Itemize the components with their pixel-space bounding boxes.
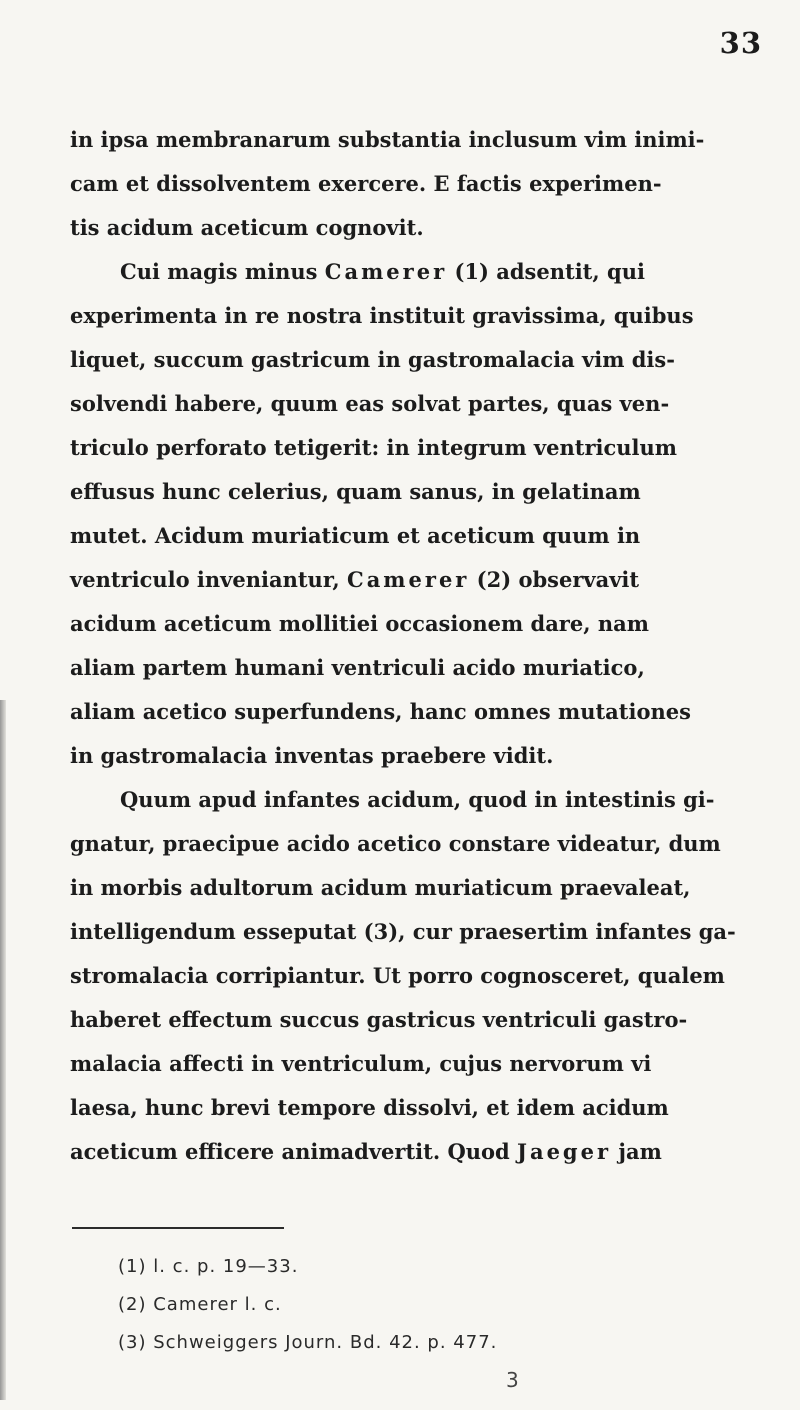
text-line bbox=[70, 206, 790, 250]
author-name: Camerer bbox=[324, 259, 448, 284]
author-name: Jaeger bbox=[517, 1139, 612, 1164]
text-line bbox=[70, 822, 790, 866]
footnote bbox=[118, 1248, 758, 1286]
text-line bbox=[70, 866, 790, 910]
text-run: intelligendum esseputat (3), cur praesertim infantes ga- bbox=[70, 919, 736, 944]
text-run: (2) observavit bbox=[469, 567, 640, 592]
footnotes bbox=[118, 1248, 758, 1362]
page-binding-edge bbox=[0, 700, 6, 1400]
text-run: cam et dissolventem exercere. E factis experimen- bbox=[70, 171, 662, 196]
text-line bbox=[70, 382, 790, 426]
text-run: in morbis adultorum acidum muriaticum praevaleat, bbox=[70, 875, 691, 900]
text-line bbox=[70, 118, 790, 162]
text-line bbox=[70, 1086, 790, 1130]
footnote-text: Schweiggers Journ. Bd. 42. p. 477. bbox=[153, 1332, 498, 1353]
text-line bbox=[70, 470, 790, 514]
text-run: Cui magis minus bbox=[120, 259, 325, 284]
footnote bbox=[118, 1324, 758, 1362]
text-run: aliam partem humani ventriculi acido muriatico, bbox=[70, 655, 645, 680]
text-line bbox=[70, 602, 790, 646]
text-line bbox=[70, 250, 790, 294]
text-run: stromalacia corripiantur. Ut porro cognosceret, qualem bbox=[70, 963, 725, 988]
text-line bbox=[70, 954, 790, 998]
text-line bbox=[70, 338, 790, 382]
text-run: liquet, succum gastricum in gastromalacia vim dis- bbox=[70, 347, 675, 372]
text-line bbox=[70, 778, 790, 822]
text-run: experimenta in re nostra instituit gravissima, quibus bbox=[70, 303, 694, 328]
footnote-mark: (3) bbox=[118, 1332, 147, 1353]
signature-mark: 3 bbox=[506, 1368, 519, 1392]
text-line bbox=[70, 558, 790, 602]
text-run: tis acidum aceticum cognovit. bbox=[70, 215, 424, 240]
text-run: haberet effectum succus gastricus ventriculi gastro- bbox=[70, 1007, 688, 1032]
text-run: mutet. Acidum muriaticum et aceticum quum in bbox=[70, 523, 641, 548]
text-run: jam bbox=[611, 1139, 662, 1164]
page-number: 33 bbox=[719, 26, 762, 60]
text-line bbox=[70, 426, 790, 470]
text-line bbox=[70, 294, 790, 338]
text-run: laesa, hunc brevi tempore dissolvi, et idem acidum bbox=[70, 1095, 669, 1120]
text-run: acidum aceticum mollitiei occasionem dare, nam bbox=[70, 611, 649, 636]
text-line bbox=[70, 514, 790, 558]
body-text bbox=[70, 118, 790, 1174]
text-line bbox=[70, 690, 790, 734]
text-run: effusus hunc celerius, quam sanus, in gelatinam bbox=[70, 479, 641, 504]
text-run: ventriculo inveniantur, bbox=[70, 567, 347, 592]
author-name: Camerer bbox=[346, 567, 470, 592]
text-line bbox=[70, 734, 790, 778]
text-line bbox=[70, 1130, 790, 1174]
footnote-text: Camerer l. c. bbox=[153, 1294, 282, 1315]
text-run: malacia affecti in ventriculum, cujus nervorum vi bbox=[70, 1051, 652, 1076]
text-run: solvendi habere, quum eas solvat partes, quas ven- bbox=[70, 391, 670, 416]
text-run: Quum apud infantes acidum, quod in intestinis gi- bbox=[120, 787, 715, 812]
text-line bbox=[70, 998, 790, 1042]
footnote bbox=[118, 1286, 758, 1324]
text-line bbox=[70, 646, 790, 690]
text-line bbox=[70, 1042, 790, 1086]
text-run: in gastromalacia inventas praebere vidit. bbox=[70, 743, 554, 768]
text-run: in ipsa membranarum substantia inclusum vim inimi- bbox=[70, 127, 705, 152]
text-run: triculo perforato tetigerit: in integrum ventriculum bbox=[70, 435, 678, 460]
footnote-mark: (2) bbox=[118, 1294, 147, 1315]
text-line bbox=[70, 162, 790, 206]
text-run: gnatur, praecipue acido acetico constare videatur, dum bbox=[70, 831, 721, 856]
footnote-text: l. c. p. 19—33. bbox=[153, 1256, 299, 1277]
footnote-divider bbox=[72, 1227, 284, 1229]
text-run: (1) adsentit, qui bbox=[447, 259, 645, 284]
text-run: aceticum efficere animadvertit. Quod bbox=[70, 1139, 518, 1164]
text-line bbox=[70, 910, 790, 954]
footnote-mark: (1) bbox=[118, 1256, 147, 1277]
text-run: aliam acetico superfundens, hanc omnes mutationes bbox=[70, 699, 691, 724]
